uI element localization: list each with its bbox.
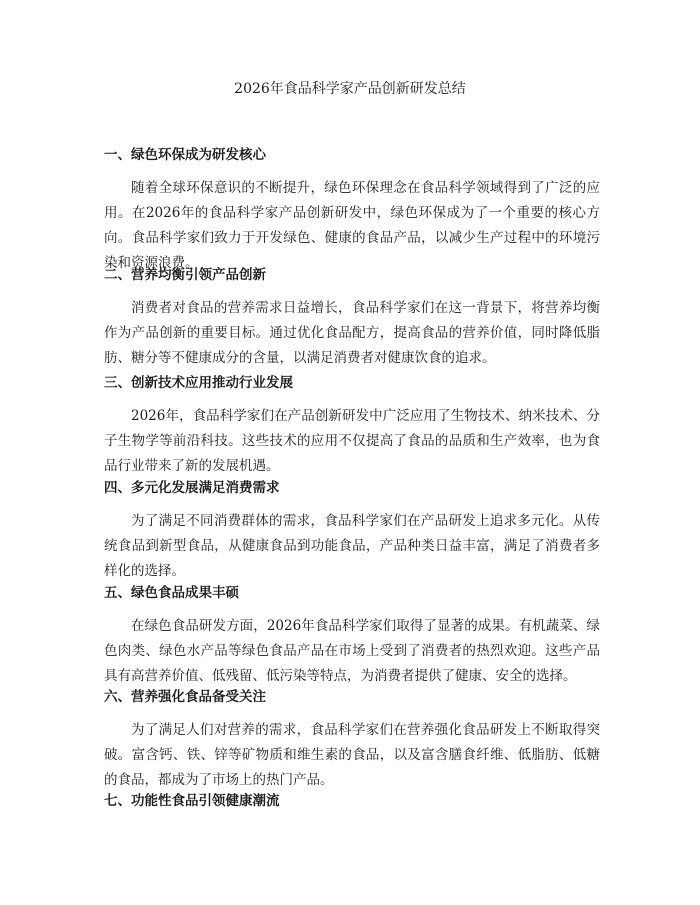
section-heading: 七、功能性食品引领健康潮流 xyxy=(104,793,280,809)
section-heading: 二、营养均衡引领产品创新 xyxy=(104,267,266,283)
section-1 xyxy=(104,146,600,276)
section-5 xyxy=(104,584,600,689)
document-title: 2026年食品科学家产品创新研发总结 xyxy=(234,81,466,97)
section-4 xyxy=(104,479,600,584)
section-paragraph: 为了满足不同消费群体的需求，食品科学家们在产品研发上追求多元化。从传统食品到新型食品，从健康食品到功能食品，产品种类日益丰富，满足了消费者多样化的选择。 xyxy=(104,513,600,579)
section-heading: 六、营养强化食品备受关注 xyxy=(104,689,266,705)
section-3 xyxy=(104,374,600,479)
section-paragraph: 消费者对食品的营养需求日益增长，食品科学家们在这一背景下，将营养均衡作为产品创新的重要目标。通过优化食品配方，提高食品的营养价值，同时降低脂肪、糖分等不健康成分的含量，以满足消费者对健康饮食的追求。 xyxy=(104,300,600,366)
section-paragraph: 在绿色食品研发方面，2026年食品科学家们取得了显著的成果。有机蔬菜、绿色肉类、绿色水产品等绿色食品产品在市场上受到了消费者的热烈欢迎。这些产品具有高营养价值、低残留、低污染等特点，为消费者提供了健康、安全的选择。 xyxy=(104,618,600,684)
section-2 xyxy=(104,266,600,371)
section-heading: 四、多元化发展满足消费需求 xyxy=(104,480,280,496)
section-paragraph: 为了满足人们对营养的需求，食品科学家们在营养强化食品研发上不断取得突破。富含钙、铁、锌等矿物质和维生素的食品，以及富含膳食纤维、低脂肪、低糖的食品，都成为了市场上的热门产品。 xyxy=(104,722,600,788)
section-paragraph: 2026年，食品科学家们在产品创新研发中广泛应用了生物技术、纳米技术、分子生物学等前沿科技。这些技术的应用不仅提高了食品的品质和生产效率，也为食品行业带来了新的发展机遇。 xyxy=(104,408,600,474)
section-heading: 三、创新技术应用推动行业发展 xyxy=(104,375,293,391)
section-6 xyxy=(104,688,600,793)
section-paragraph: 随着全球环保意识的不断提升，绿色环保理念在食品科学领域得到了广泛的应用。在2026年的食品科学家产品创新研发中，绿色环保成为了一个重要的核心方向。食品科学家们致力于开发绿色、健康的食品产品，以减少生产过程中的环境污染和资源浪费。 xyxy=(104,180,600,271)
section-heading: 一、绿色环保成为研发核心 xyxy=(104,147,266,163)
section-heading: 五、绿色食品成果丰硕 xyxy=(104,585,239,601)
section-7 xyxy=(104,792,600,810)
